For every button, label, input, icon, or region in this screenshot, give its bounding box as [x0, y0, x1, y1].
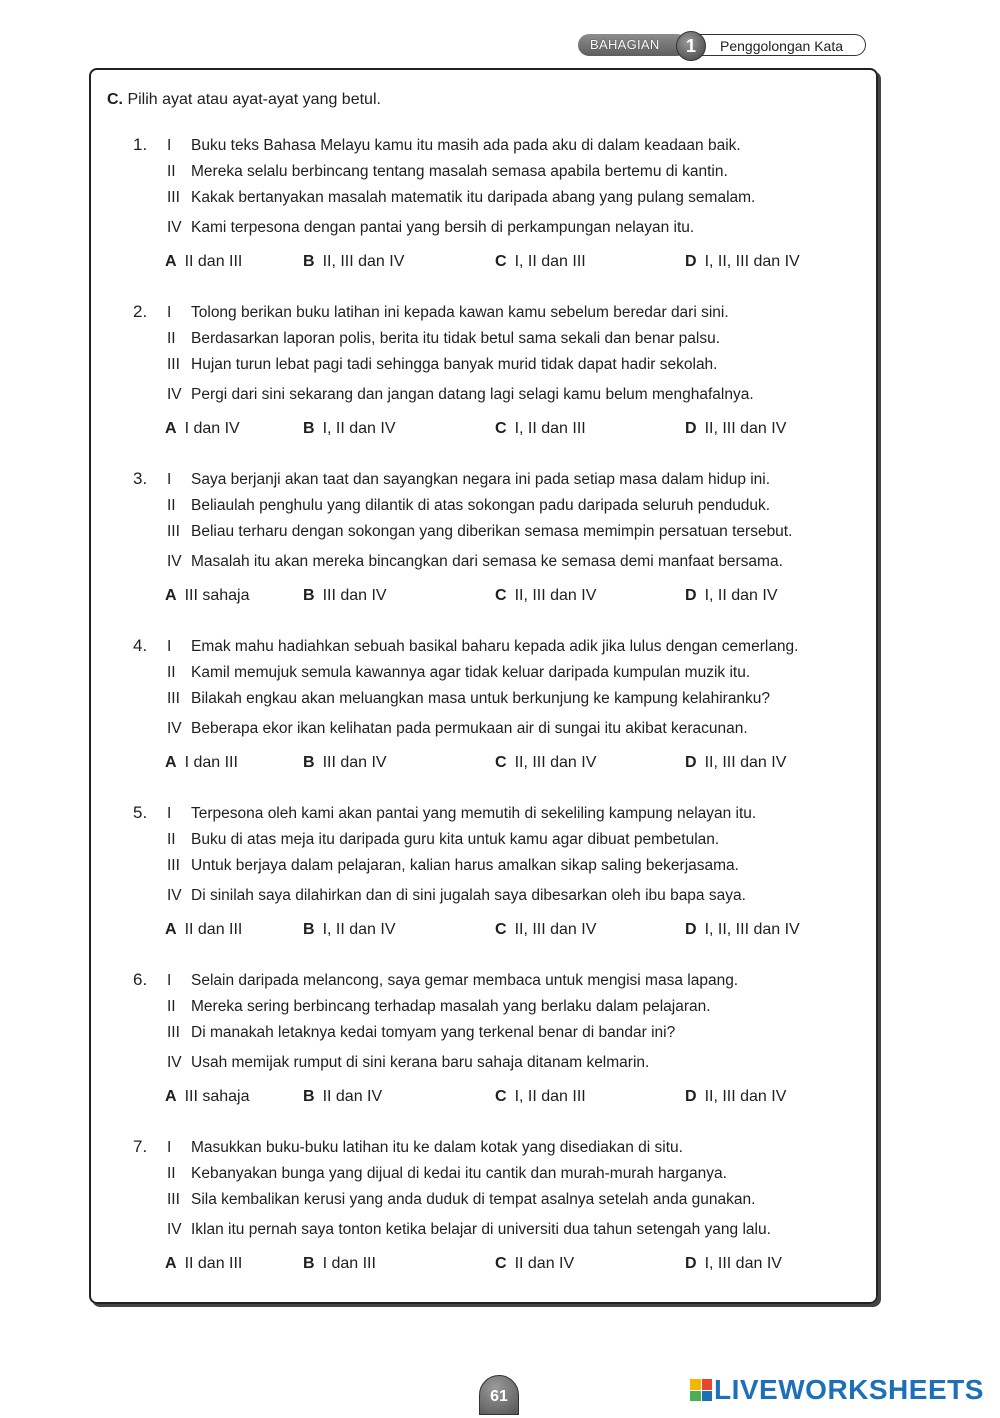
statement-roman-numeral: III	[167, 1191, 180, 1208]
statement	[167, 386, 754, 410]
option-text: I dan III	[184, 754, 238, 771]
answer-option-c[interactable]	[495, 420, 586, 438]
answer-option-a[interactable]	[165, 1088, 250, 1106]
option-text: III sahaja	[184, 1088, 250, 1105]
statement	[167, 1221, 771, 1245]
statement-text: Masalah itu akan mereka bincangkan dari semasa ke semasa demi manfaat bersama.	[191, 553, 783, 570]
option-text: III dan IV	[322, 754, 387, 771]
option-letter: C	[495, 754, 507, 771]
statement-roman-numeral: III	[167, 523, 180, 540]
answer-option-b[interactable]	[303, 587, 387, 605]
option-text: II, III dan IV	[322, 253, 405, 270]
section-header	[578, 31, 868, 59]
statement-roman-numeral: III	[167, 356, 180, 373]
question-number: 3.	[133, 469, 148, 488]
option-letter: B	[303, 1255, 315, 1272]
option-text: II, III dan IV	[514, 754, 597, 771]
statement-text: Untuk berjaya dalam pelajaran, kalian harus amalkan sikap saling bekerjasama.	[191, 857, 739, 874]
option-text: II, III dan IV	[704, 1088, 787, 1105]
statement-text: Kebanyakan bunga yang dijual di kedai itu cantik dan murah-murah harganya.	[191, 1165, 727, 1182]
question-number: 6.	[133, 970, 148, 989]
answer-options	[165, 587, 865, 611]
answer-option-b[interactable]	[303, 253, 404, 271]
option-text: I, II, III dan IV	[704, 253, 800, 270]
section-label: BAHAGIAN	[578, 34, 688, 56]
answer-option-c[interactable]	[495, 921, 596, 939]
answer-option-c[interactable]	[495, 253, 586, 271]
statement-text: Beliaulah penghulu yang dilantik di atas sokongan padu daripada seluruh penduduk.	[191, 497, 771, 514]
statement	[167, 356, 718, 380]
option-text: I, II dan III	[514, 253, 586, 270]
statement	[167, 998, 711, 1022]
statement-roman-numeral: II	[167, 998, 176, 1015]
option-letter: B	[303, 1088, 315, 1105]
statement	[167, 690, 770, 714]
statement-roman-numeral: I	[167, 471, 172, 488]
statement-text: Beberapa ekor ikan kelihatan pada permukaan air di sungai itu akibat keracunan.	[191, 720, 748, 737]
option-text: III dan IV	[322, 587, 387, 604]
option-letter: D	[685, 420, 697, 437]
section-instruction	[107, 91, 381, 109]
answer-option-b[interactable]	[303, 1255, 376, 1273]
option-text: I, II, III dan IV	[704, 921, 800, 938]
statement	[167, 523, 792, 547]
option-text: I dan IV	[184, 420, 240, 437]
statement-roman-numeral: I	[167, 1139, 172, 1156]
option-letter: A	[165, 1255, 177, 1272]
statement-text: Buku teks Bahasa Melayu kamu itu masih ada pada aku di dalam keadaan baik.	[191, 137, 741, 154]
option-letter: D	[685, 587, 697, 604]
answer-option-c[interactable]	[495, 754, 596, 772]
statement-text: Kakak bertanyakan masalah matematik itu daripada abang yang pulang semalam.	[191, 189, 756, 206]
option-letter: D	[685, 253, 697, 270]
option-letter: D	[685, 754, 697, 771]
logo-square	[690, 1379, 701, 1390]
answer-option-d[interactable]	[685, 754, 786, 772]
option-text: I, II dan IV	[322, 921, 396, 938]
statement-roman-numeral: IV	[167, 553, 182, 570]
question-number: 7.	[133, 1137, 148, 1156]
statement-roman-numeral: III	[167, 857, 180, 874]
statement-roman-numeral: III	[167, 189, 180, 206]
answer-option-d[interactable]	[685, 253, 800, 271]
statement	[167, 497, 770, 521]
statement	[167, 330, 720, 354]
instruction-text: Pilih ayat atau ayat-ayat yang betul.	[127, 91, 381, 108]
option-text: II, III dan IV	[704, 754, 787, 771]
statement	[167, 137, 741, 161]
section-letter: C.	[107, 91, 123, 108]
section-title: Penggolongan Kata	[698, 34, 866, 56]
option-letter: C	[495, 253, 507, 270]
answer-option-d[interactable]	[685, 1255, 782, 1273]
statement-text: Iklan itu pernah saya tonton ketika belajar di universiti dua tahun setengah yang lalu.	[191, 1221, 771, 1238]
option-text: III sahaja	[184, 587, 250, 604]
logo-square	[690, 1391, 701, 1402]
option-text: I, II dan IV	[322, 420, 396, 437]
page-number: 61	[479, 1375, 519, 1415]
question-number: 5.	[133, 803, 148, 822]
option-text: II, III dan IV	[704, 420, 787, 437]
statement	[167, 857, 739, 881]
option-text: II, III dan IV	[514, 921, 597, 938]
statement-text: Di manakah letaknya kedai tomyam yang terkenal benar di bandar ini?	[191, 1024, 676, 1041]
answer-option-d[interactable]	[685, 420, 786, 438]
statement-roman-numeral: II	[167, 330, 176, 347]
option-letter: C	[495, 1255, 507, 1272]
option-letter: C	[495, 1088, 507, 1105]
option-letter: A	[165, 587, 177, 604]
statement-text: Masukkan buku-buku latihan itu ke dalam kotak yang disediakan di situ.	[191, 1139, 683, 1156]
statement	[167, 1191, 755, 1215]
option-text: I, II dan III	[514, 1088, 586, 1105]
statement	[167, 887, 746, 911]
statement-roman-numeral: I	[167, 972, 172, 989]
answer-option-a[interactable]	[165, 253, 242, 271]
statement	[167, 553, 783, 577]
answer-options	[165, 754, 865, 778]
liveworksheets-icon	[690, 1379, 712, 1401]
statement-text: Terpesona oleh kami akan pantai yang memutih di sekeliling kampung nelayan itu.	[191, 805, 757, 822]
option-letter: B	[303, 420, 315, 437]
option-letter: B	[303, 921, 315, 938]
statement-text: Berdasarkan laporan polis, berita itu tidak betul sama sekali dan benar palsu.	[191, 330, 721, 347]
statement	[167, 1165, 727, 1189]
statement-text: Pergi dari sini sekarang dan jangan datang lagi selagi kamu belum menghafalnya.	[191, 386, 754, 403]
option-letter: A	[165, 1088, 177, 1105]
statement-roman-numeral: II	[167, 831, 176, 848]
answer-option-c[interactable]	[495, 1088, 586, 1106]
statement-text: Usah memijak rumput di sini kerana baru sahaja ditanam kelmarin.	[191, 1054, 650, 1071]
option-letter: B	[303, 253, 315, 270]
option-text: II dan IV	[514, 1255, 575, 1272]
option-text: II, III dan IV	[514, 587, 597, 604]
answer-options	[165, 253, 865, 277]
answer-option-d[interactable]	[685, 1088, 786, 1106]
question-number: 1.	[133, 135, 148, 154]
statement-text: Mereka sering berbincang terhadap masalah yang berlaku dalam pelajaran.	[191, 998, 711, 1015]
statement-roman-numeral: I	[167, 805, 172, 822]
statement-text: Di sinilah saya dilahirkan dan di sini jugalah saya dibesarkan oleh ibu bapa saya.	[191, 887, 746, 904]
answer-option-d[interactable]	[685, 921, 800, 939]
statement	[167, 638, 798, 662]
statement-roman-numeral: IV	[167, 1054, 182, 1071]
statement-roman-numeral: IV	[167, 887, 182, 904]
statement-text: Kami terpesona dengan pantai yang bersih di perkampungan nelayan itu.	[191, 219, 695, 236]
statement	[167, 972, 738, 996]
statement-roman-numeral: II	[167, 664, 176, 681]
question-number: 2.	[133, 302, 148, 321]
statement-roman-numeral: IV	[167, 720, 182, 737]
statement-roman-numeral: II	[167, 1165, 176, 1182]
option-letter: A	[165, 420, 177, 437]
statement-roman-numeral: III	[167, 690, 180, 707]
answer-option-c[interactable]	[495, 587, 596, 605]
option-text: II dan III	[184, 253, 243, 270]
statement-text: Mereka selalu berbincang tentang masalah semasa apabila bertemu di kantin.	[191, 163, 728, 180]
option-letter: B	[303, 587, 315, 604]
statement-text: Buku di atas meja itu daripada guru kita untuk kamu agar dibuat pembetulan.	[191, 831, 720, 848]
statement	[167, 831, 719, 855]
answer-options	[165, 1088, 865, 1112]
answer-option-a[interactable]	[165, 921, 242, 939]
answer-option-a[interactable]	[165, 1255, 242, 1273]
answer-option-b[interactable]	[303, 754, 387, 772]
statement-text: Beliau terharu dengan sokongan yang diberikan semasa memimpin persatuan tersebut.	[191, 523, 793, 540]
statement-text: Saya berjanji akan taat dan sayangkan negara ini pada setiap masa dalam hidup ini.	[191, 471, 771, 488]
statement-roman-numeral: IV	[167, 386, 182, 403]
answer-options	[165, 921, 865, 945]
statement	[167, 189, 755, 213]
option-text: I, II dan IV	[704, 587, 778, 604]
option-text: II dan III	[184, 921, 243, 938]
statement	[167, 1054, 649, 1078]
option-letter: D	[685, 921, 697, 938]
option-letter: D	[685, 1255, 697, 1272]
statement-text: Bilakah engkau akan meluangkan masa untuk berkunjung ke kampung kelahiranku?	[191, 690, 771, 707]
statement-roman-numeral: II	[167, 497, 176, 514]
statement-text: Tolong berikan buku latihan ini kepada kawan kamu sebelum beredar dari sini.	[191, 304, 729, 321]
answer-option-a[interactable]	[165, 587, 250, 605]
statement	[167, 1024, 675, 1048]
option-text: II dan IV	[322, 1088, 383, 1105]
option-text: I, II dan III	[514, 420, 586, 437]
answer-options	[165, 420, 865, 444]
option-letter: A	[165, 253, 177, 270]
statement	[167, 163, 728, 187]
option-text: I dan III	[322, 1255, 376, 1272]
statement	[167, 471, 770, 495]
statement-roman-numeral: III	[167, 1024, 180, 1041]
section-number-badge: 1	[676, 31, 706, 61]
statement-text: Hujan turun lebat pagi tadi sehingga banyak murid tidak dapat hadir sekolah.	[191, 356, 718, 373]
statement-roman-numeral: I	[167, 638, 172, 655]
option-letter: B	[303, 754, 315, 771]
statement-text: Kamil memujuk semula kawannya agar tidak keluar daripada kumpulan muzik itu.	[191, 664, 751, 681]
option-text: II dan III	[184, 1255, 243, 1272]
answer-options	[165, 1255, 865, 1279]
option-letter: D	[685, 1088, 697, 1105]
answer-option-a[interactable]	[165, 420, 240, 438]
statement-roman-numeral: II	[167, 163, 176, 180]
statement-text: Selain daripada melancong, saya gemar membaca untuk mengisi masa lapang.	[191, 972, 739, 989]
statement	[167, 304, 729, 328]
brand-text: LIVEWORKSHEETS	[714, 1374, 984, 1405]
statement	[167, 1139, 683, 1163]
statement-text: Emak mahu hadiahkan sebuah basikal baharu kepada adik jika lulus dengan cemerlang.	[191, 638, 799, 655]
option-letter: C	[495, 420, 507, 437]
statement	[167, 720, 748, 744]
logo-square	[702, 1391, 713, 1402]
answer-option-a[interactable]	[165, 754, 238, 772]
answer-option-b[interactable]	[303, 420, 396, 438]
statement-roman-numeral: IV	[167, 219, 182, 236]
statement-text: Sila kembalikan kerusi yang anda duduk di tempat asalnya setelah anda gunakan.	[191, 1191, 756, 1208]
statement	[167, 219, 694, 243]
statement	[167, 664, 750, 688]
answer-option-b[interactable]	[303, 921, 396, 939]
answer-option-d[interactable]	[685, 587, 778, 605]
option-letter: A	[165, 921, 177, 938]
option-letter: A	[165, 754, 177, 771]
question-number: 4.	[133, 636, 148, 655]
option-letter: C	[495, 921, 507, 938]
statement-roman-numeral: I	[167, 304, 172, 321]
logo-square	[702, 1379, 713, 1390]
answer-option-b[interactable]	[303, 1088, 382, 1106]
option-letter: C	[495, 587, 507, 604]
answer-option-c[interactable]	[495, 1255, 574, 1273]
statement-roman-numeral: I	[167, 137, 172, 154]
option-text: I, III dan IV	[704, 1255, 782, 1272]
statement	[167, 805, 756, 829]
statement-roman-numeral: IV	[167, 1221, 182, 1238]
